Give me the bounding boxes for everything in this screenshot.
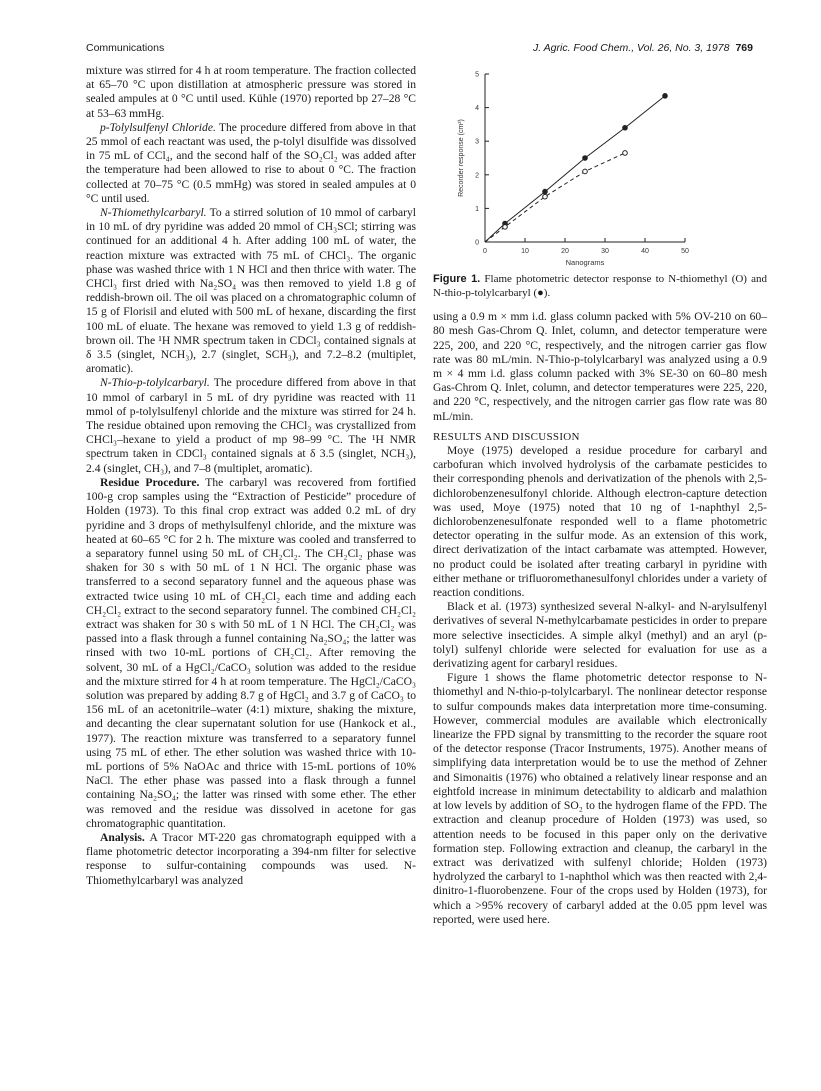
x-tick-label: 50 <box>681 248 689 255</box>
open-point <box>503 225 508 230</box>
running-header-journal <box>533 42 753 54</box>
subhead-thiomethylcarbaryl: N-Thiomethylcarbaryl. <box>100 206 207 220</box>
filled-point <box>583 156 588 161</box>
open-point <box>583 169 588 174</box>
journal-citation: J. Agric. Food Chem., Vol. 26, No. 3, 1978 <box>532 42 730 54</box>
caption-text: Flame photometric detector response to N-thiomethyl (O) and N-thio-p-tolylcarbaryl (●). <box>433 273 767 299</box>
paragraph: using a 0.9 m × mm i.d. glass column packed with 5% OV-210 on 60–80 mesh Gas-Chrom Q. Inlet, column, and detector temperature were 225, 200, and 220 °C, respectively, and the nitrogen carrier gas flow rate was 80 mL/min. N-Thio-p-tolylcarbaryl was analyzed using a 0.9 m × 4 mm i.d. glass column packed with 3% SE-30 on 60–80 mesh Gas-Chrom Q. Inlet, column, and detector temperatures were 225, 220, and 220 °C, respectively, and the nitrogen carrier gas flow rate was 80 mL/min. <box>433 310 767 423</box>
subhead-thiotolylcarbaryl: N-Thio-p-tolylcarbaryl. <box>100 376 210 390</box>
open-point <box>623 151 628 156</box>
x-tick-label: 30 <box>601 248 609 255</box>
y-tick-label: 2 <box>475 172 479 180</box>
x-tick-label: 40 <box>641 248 649 255</box>
x-tick-label: 0 <box>483 248 487 255</box>
paragraph <box>86 376 416 475</box>
section-heading: RESULTS AND DISCUSSION <box>433 430 580 443</box>
x-axis-label: Nanograms <box>565 258 605 267</box>
y-tick-label: 1 <box>475 205 479 213</box>
filled-point <box>623 125 628 130</box>
open-point <box>543 194 548 199</box>
series-line-1 <box>485 96 665 242</box>
left-column <box>86 64 416 888</box>
figure-label: Figure 1. <box>433 273 481 285</box>
paragraph: Figure 1 shows the flame photometric detector response to N-thiomethyl and N-thio-p-tolylcarbaryl. The nonlinear detector response to sulfur compounds makes data interpretation more time-consuming. However, commercial modules are available which electronically linearize the FPD signal by transmitting to the recorder the square root of the detector response (Tracor Instruments, 1975). Another means of simplifying data interpretation would be to use the method of Zehner and Simonaitis (1976) who obtained a relatively linear response and an eightfold increase in minimum detectability to aldicarb and malathion at low levels by addition of SO₂ to the hydrogen flame of the FPD. The extraction and cleanup procedure of Holden (1973) was used, so attention needs to be focused in this paper only on the derivative formation step. Following extraction and cleanup, the carbaryl in the extract was derivatized with sulfenyl chloride; Holden (1973) hydrolyzed the carbaryl to 1-naphthol which was then reacted with 2,4-dinitro-1-fluorobenzene. Four of the crops used by Holden (1973), for which a >95% recovery of carbaryl added at the 0.05 ppm level was reported, were used here. <box>433 671 767 926</box>
y-tick-label: 3 <box>475 138 479 146</box>
subhead-analysis: Analysis. <box>100 830 145 844</box>
paragraph-text: The procedure differed from above in that 10 mmol of carbaryl in 5 mL of dry pyridine was reacted with 11 mmol of p-tolylsulfenyl chloride and the mixture was stirred for 24 h. The residue obtained upon removing the CHCl₃ was crystallized from CHCl₃–hexane to yield a product of mp 98–99 °C. The ¹H NMR spectrum taken in CDCl₃ contained signals at δ 3.5 (singlet, NCH₃), 2.4 (singlet, CH₃), and 7–8 (multiplet, aromatic). <box>86 376 416 475</box>
detector-response-chart <box>433 64 767 269</box>
figure-caption <box>433 273 767 300</box>
y-tick-label: 5 <box>475 71 479 79</box>
page-number: 769 <box>735 42 753 54</box>
filled-point <box>663 94 668 99</box>
subhead-residue-procedure: Residue Procedure. <box>100 475 200 489</box>
subhead-tolylsulfenyl: p-Tolylsulfenyl Chloride. <box>100 120 216 134</box>
filled-point <box>543 189 548 194</box>
paragraph-text: A Tracor MT-220 gas chromatograph equipped with a flame photometric detector incorporating a 394-nm filter for selective response to sulfur-containing compounds was used. N-Thiomethylcarbaryl was analyzed <box>86 830 416 887</box>
y-tick-label: 4 <box>475 105 479 113</box>
paragraph: Black et al. (1973) synthesized several N-alkyl- and N-arylsulfenyl derivatives of several N-methylcarbamate pesticides in order to prepare more selective insecticides. A simple alkyl (methyl) and an aryl (p-tolyl) sulfenyl chloride were selected for evaluation for use as a derivatizing agent for carbaryl residues. <box>433 600 767 671</box>
paragraph-text: To a stirred solution of 10 mmol of carbaryl in 10 mL of dry pyridine was added 20 mmol of CH₃SCl; stirring was continued for an additional 4 h. After adding 100 mL of water, the reaction mixture was extracted with 75 mL of CHCl₃. The organic phase was washed thrice with 1 N HCl and then thrice with water. The CHCl₃ first dried with Na₂SO₄ was then removed to yield 1.8 g of reddish-brown oil. The oil was placed on a chromatographic column of 15 g of Florisil and eluted with 500 mL of hexane, discarding the first 100 mL of eluate. The hexane was removed to yield 1.3 g of reddish-brown oil. The ¹H NMR spectrum taken in CDCl₃ contained signals at δ 3.5 (singlet, NCH₃), 2.7 (singlet, SCH₃), and 7.2–8.2 (multiplet, aromatic). <box>86 206 416 376</box>
paragraph <box>86 831 416 888</box>
y-tick-label: 0 <box>475 239 479 247</box>
x-tick-label: 10 <box>521 248 529 255</box>
figure-1 <box>433 64 767 269</box>
x-tick-label: 20 <box>561 248 569 255</box>
running-header-section: Communications <box>86 42 165 54</box>
y-axis-label: Recorder response (cm²) <box>458 119 465 197</box>
right-column <box>433 64 767 927</box>
paragraph <box>86 206 416 376</box>
paragraph: mixture was stirred for 4 h at room temperature. The fraction collected at 65–70 °C upon distillation at atmospheric pressure was stored in sealed ampules at 0 °C until used. Kühle (1970) reported bp 27–28 °C at 53–63 mmHg. <box>86 64 416 120</box>
paragraph <box>86 121 416 206</box>
paragraph-text: The carbaryl was recovered from fortified 100-g crop samples using the “Extraction of Pesticide” procedure of Holden (1973). To this final crop extract was added 0.2 mL of dry pyridine and 3 drops of methylsulfenyl chloride, and the mixture was heated at 60–65 °C for 2 h. The mixture was cooled and transferred to a separatory funnel using 50 mL of CH₂Cl₂. The CH₂Cl₂ phase was shaken for 30 s with 50 mL of 1 N HCl. The organic phase was transferred to a second separatory funnel and the aqueous phase was extracted twice using 10 mL of CH₂Cl₂ each time and adding each CH₂Cl₂ extract to the second separatory funnel. The combined CH₂Cl₂ extract was shaken for 30 s with 50 mL of 1 N HCl. The CH₂Cl₂ was passed into a flask through a funnel containing Na₂SO₄; the latter was rinsed with two 10-mL portions of CH₂Cl₂. After removing the solvent, 30 mL of a HgCl₂/CaCO₃ solution was added to the residue and the mixture stirred for 4 h at room temperature. The HgCl₂/CaCO₃ solution was prepared by adding 8.7 g of HgCl₂ and 3.7 g of CaCO₃ to 156 mL of an acetonitrile–water (4:1) mixture, shaking the mixture, and decanting the clear supernatant solution for use (Hankock et al., 1977). The reaction mixture was transferred to a separatory funnel using 75 mL of ether. The ether solution was washed thrice with 10-mL portions of 5% NaOAc and thrice with 15-mL portions of 10% NaCl. The ether phase was passed into a flask through a funnel containing Na₂SO₄; the latter was rinsed with some ether. The ether was removed and the residue was dissolved in acetone for gas chromatographic quantitation. <box>86 475 416 830</box>
paragraph-text: The procedure differed from above in that 25 mmol of each reactant was used, the p-tolyl disulfide was dissolved in 75 mL of CCl₄, and the second half of the SO₂Cl₂ was added after the temperature had been allowed to rise to about 0 °C. The fraction collected at 70–75 °C (0.5 mmHg) was stored in sealed ampules at 0 °C until used. <box>86 120 416 205</box>
paragraph: Moye (1975) developed a residue procedure for carbaryl and carbofuran which involved hydrolysis of the carbamate pesticides to their corresponding phenols and derivatization of the phenols with 2,5-dichlorobenzenesulfonyl chloride. Although electron-capture detection was used, Moye (1975) noted that 10 ng of 1-naphthyl 2,5-dichlorobenzenesulfonate responded well to a flame photometric detector operating in the sulfur mode. As an extension of this work, direct derivatization of the intact carbamate was attempted. However, no product could be isolated after treating carbaryl in pyridine with either methane or trifluoromethanesulfonyl chlorides under a variety of reaction conditions. <box>433 444 767 600</box>
paragraph <box>86 476 416 831</box>
